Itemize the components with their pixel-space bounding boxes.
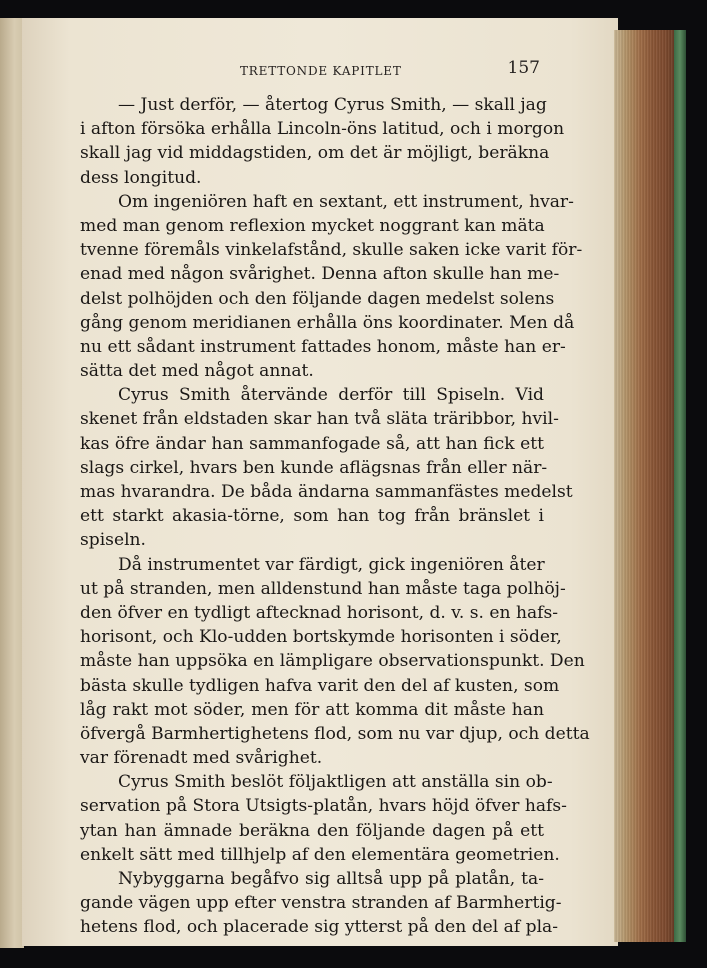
text-line: skall jag vid middagstiden, om det är möjligt, beräkna bbox=[80, 143, 550, 164]
text-line: öfvergå Barmhertighetens flod, som nu var djup, och detta bbox=[80, 723, 590, 744]
text-line: Nybyggarna begåfvo sig alltså upp på platån, ta- bbox=[118, 869, 544, 889]
text-line: ett starkt akasia-törne, som han tog från bränslet i bbox=[80, 506, 544, 527]
text-line: nu ett sådant instrument fattades honom, måste han er- bbox=[80, 336, 566, 357]
text-line: mas hvarandra. De båda ändarna sammanfästes medelst bbox=[80, 482, 573, 502]
text-line: tvenne föremåls vinkelafstånd, skulle saken icke varit för- bbox=[80, 240, 583, 261]
text-line: Cyrus Smith beslöt följaktligen att anställa sin ob- bbox=[118, 772, 553, 793]
text-line: var förenadt med svårighet. bbox=[80, 748, 323, 769]
text-line: dess longitud. bbox=[80, 167, 202, 188]
body-text bbox=[80, 93, 590, 940]
text-line: gande vägen upp efter venstra stranden af Barmhertig- bbox=[80, 893, 562, 914]
text-line: Då instrumentet var färdigt, gick ingeniören åter bbox=[118, 554, 545, 575]
text-line: — Just derför, — återtog Cyrus Smith, — skall jag bbox=[118, 95, 547, 115]
text-line: med man genom reflexion mycket noggrant kan mäta bbox=[80, 215, 545, 236]
text-line: bästa skulle tydligen hafva varit den del af kusten, som bbox=[80, 675, 560, 696]
text-line: kas öfre ändar han sammanfogade så, att han fick ett bbox=[80, 433, 544, 454]
page-block-edges bbox=[614, 30, 674, 942]
text-line: delst polhöjden och den följande dagen medelst solens bbox=[80, 288, 555, 309]
text-line: gång genom meridianen erhålla öns koordinater. Men då bbox=[80, 312, 575, 333]
text-line: måste han uppsöka en lämpligare observationspunkt. Den bbox=[80, 651, 585, 672]
text-line: slags cirkel, hvars ben kunde aflägsnas från eller när- bbox=[80, 457, 548, 478]
text-line: horisont, och Klo-udden bortskymde horisonten i söder, bbox=[80, 627, 562, 648]
text-line: spiseln. bbox=[80, 530, 146, 551]
text-line: den öfver en tydligt aftecknad horisont, d. v. s. en hafs- bbox=[80, 602, 559, 623]
text-line: låg rakt mot söder, men för att komma dit måste han bbox=[80, 699, 544, 720]
page-header bbox=[230, 56, 545, 86]
text-line: ytan han ämnade beräkna den följande dagen på ett bbox=[80, 820, 544, 841]
text-line: i afton försöka erhålla Lincoln-öns latitud, och i morgon bbox=[80, 119, 565, 140]
text-line: hetens flod, och placerade sig ytterst på den del af pla- bbox=[80, 917, 559, 938]
running-head: TRETTONDE KAPITLET bbox=[240, 64, 402, 78]
text-line: ut på stranden, men alldenstund han måste taga polhöj- bbox=[80, 578, 566, 599]
text-line: enkelt sätt med tillhjelp af den elementära geometrien. bbox=[80, 844, 560, 865]
page-number: 157 bbox=[507, 58, 540, 78]
text-line: enad med någon svårighet. Denna afton skulle han me- bbox=[80, 264, 560, 285]
book-cover-edge bbox=[674, 30, 686, 942]
text-line: skenet från eldstaden skar han två släta träribbor, hvil- bbox=[80, 409, 559, 430]
text-line: Cyrus Smith återvände derför till Spiseln. Vid bbox=[118, 385, 544, 406]
text-line: servation på Stora Utsigts-platån, hvars höjd öfver hafs- bbox=[80, 796, 567, 817]
text-line: sätta det med något annat. bbox=[80, 361, 314, 382]
text-line: Om ingeniören haft en sextant, ett instrument, hvar- bbox=[118, 191, 574, 212]
previous-page-edge bbox=[0, 18, 24, 948]
